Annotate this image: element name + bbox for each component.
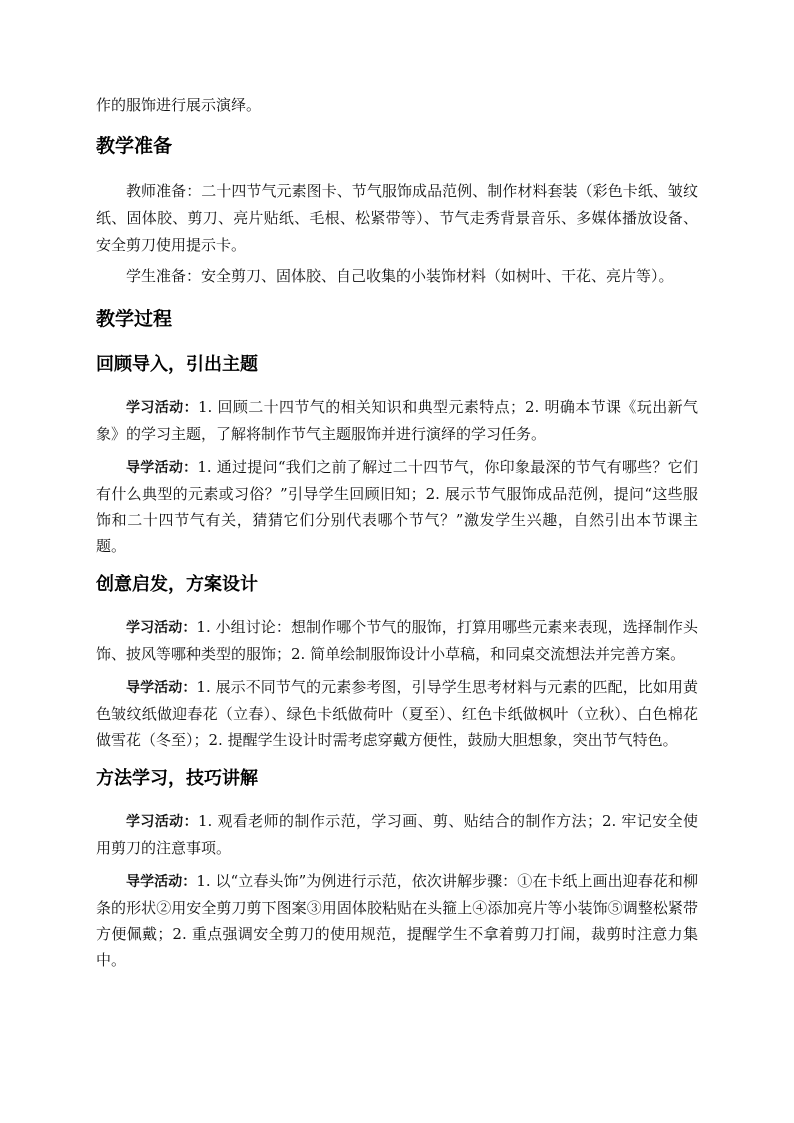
- intro-tail-paragraph: 作的服饰进行展示演绎。: [96, 96, 262, 114]
- guide-activity-text: 1. 展示不同节气的元素参考图，引导学生思考材料与元素的匹配，比如用黄色皱纹纸做迎春花（立春）、绿色卡纸做荷叶（夏至）、红色卡纸做枫叶（立秋）、白色棉花做雪花（冬至）；2. 提醒学生设计时需考虑穿戴方便性，鼓励大胆想象，突出节气特色。: [96, 678, 699, 749]
- teacher-prep-paragraph: 教师准备：二十四节气元素图卡、节气服饰成品范例、制作材料套装（彩色卡纸、皱纹纸、固体胶、剪刀、亮片贴纸、毛根、松紧带等）、节气走秀背景音乐、多媒体播放设备、安全剪刀使用提示卡。: [96, 182, 698, 254]
- guide-activity-label: 导学活动：: [126, 460, 198, 476]
- guide-activity-text: 1. 以“立春头饰”为例进行示范，依次讲解步骤：①在卡纸上画出迎春花和柳条的形状②用安全剪刀剪下图案③用固体胶粘贴在头箍上④添加亮片等小装饰⑤调整松紧带方便佩戴；2. 重点强调安全剪刀的使用规范，提醒学生不拿着剪刀打闹，裁剪时注意力集中。: [96, 872, 699, 969]
- study-activity-paragraph: [96, 394, 698, 447]
- study-activity-paragraph: [96, 614, 698, 667]
- student-prep-paragraph: 学生准备：安全剪刀、固体胶、自己收集的小装饰材料（如树叶、干花、亮片等）。: [126, 267, 674, 285]
- guide-activity-label: 导学活动：: [126, 680, 197, 696]
- study-activity-label: 学习活动：: [126, 814, 198, 830]
- page-content: [96, 90, 698, 973]
- section-title: 创意启发，方案设计: [96, 574, 258, 595]
- guide-activity-paragraph: [96, 868, 698, 973]
- section-title: 回顾导入，引出主题: [96, 354, 258, 375]
- prep-heading: 教学准备: [96, 135, 173, 157]
- guide-activity-label: 导学活动：: [126, 874, 197, 890]
- section-title: 方法学习，技巧讲解: [96, 768, 258, 789]
- study-activity-text: 1. 回顾二十四节气的相关知识和典型元素特点；2. 明确本节课《玩出新气象》的学习主题，了解将制作节气主题服饰并进行演绎的学习任务。: [96, 398, 698, 443]
- study-activity-paragraph: [96, 808, 698, 861]
- study-activity-label: 学习活动：: [126, 400, 198, 416]
- guide-activity-text: 1. 通过提问“我们之前了解过二十四节气，你印象最深的节气有哪些？它们有什么典型的元素或习俗？”引导学生回顾旧知；2. 展示节气服饰成品范例，提问“这些服饰和二十四节气有关，猜猜它们分别代表哪个节气？”激发学生兴趣，自然引出本节课主题。: [96, 458, 698, 555]
- guide-activity-paragraph: [96, 674, 698, 753]
- study-activity-label: 学习活动：: [126, 620, 197, 636]
- guide-activity-paragraph: [96, 454, 698, 559]
- study-activity-text: 1. 观看老师的制作示范，学习画、剪、贴结合的制作方法；2. 牢记安全使用剪刀的注意事项。: [96, 812, 698, 857]
- study-activity-text: 1. 小组讨论：想制作哪个节气的服饰，打算用哪些元素来表现，选择制作头饰、披风等哪种类型的服饰；2. 简单绘制服饰设计小草稿，和同桌交流想法并完善方案。: [96, 618, 699, 663]
- process-heading: 教学过程: [96, 308, 173, 330]
